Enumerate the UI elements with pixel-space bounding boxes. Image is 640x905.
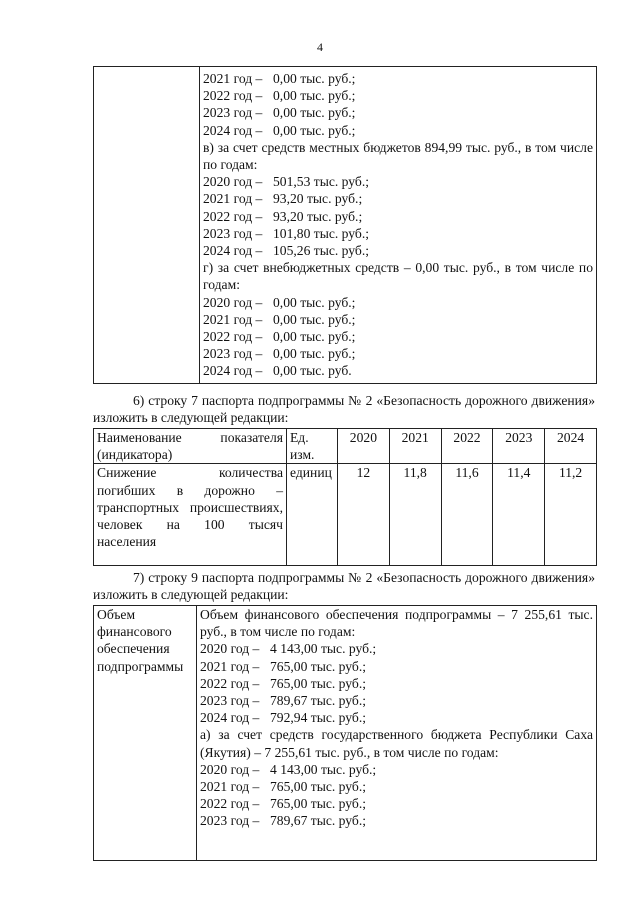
paragraph-6: 6) строку 7 паспорта подпрограммы № 2 «Безопасность дорожного движения» изложить в следующей редакции: xyxy=(93,393,595,426)
funding-line: 2020 год – 4 143,00 тыс. руб.; xyxy=(200,761,377,777)
funding-lines-cell xyxy=(200,67,597,384)
funding-source-local: в) за счет средств местных бюджетов 894,99 тыс. руб., в том числе по годам: xyxy=(203,139,593,173)
funding-line: 2021 год – 765,00 тыс. руб.; xyxy=(200,658,367,674)
funding-line: 2022 год – 93,20 тыс. руб.; xyxy=(203,208,363,224)
funding-line: 2020 год – 501,53 тыс. руб.; xyxy=(203,174,370,190)
funding-line: 2024 год – 105,26 тыс. руб.; xyxy=(203,243,370,259)
indicator-value: 11,4 xyxy=(493,464,545,566)
indicator-value: 12 xyxy=(338,464,390,566)
funding-line: 2024 год – 792,94 тыс. руб.; xyxy=(200,710,367,726)
header-year: 2023 xyxy=(493,429,545,464)
header-year: 2022 xyxy=(441,429,493,464)
funding-volume-table xyxy=(93,605,597,861)
funding-line: 2020 год – 0,00 тыс. руб.; xyxy=(203,294,356,310)
header-year: 2024 xyxy=(545,429,597,464)
funding-table-continued xyxy=(93,66,597,384)
indicator-table xyxy=(93,428,597,566)
funding-line: 2021 год – 0,00 тыс. руб.; xyxy=(203,311,356,327)
funding-line: 2022 год – 0,00 тыс. руб.; xyxy=(203,88,356,104)
header-unit: Ед. изм. xyxy=(287,429,338,464)
funding-line: 2024 год – 0,00 тыс. руб. xyxy=(203,363,352,379)
funding-volume-label: Объем финансового обеспечения подпрограммы xyxy=(94,606,197,861)
funding-line: 2021 год – 765,00 тыс. руб.; xyxy=(200,779,367,795)
funding-line: 2021 год – 0,00 тыс. руб.; xyxy=(203,71,356,86)
funding-source-state: а) за счет средств государственного бюджета Республики Саха (Якутия) – 7 255,61 тыс. руб., в том числе по годам: xyxy=(200,727,593,760)
indicator-name: Снижение количества погибших в дорожно – транспортных происшествиях, человек на 100 тысяч населения xyxy=(94,464,287,566)
funding-line: 2022 год – 765,00 тыс. руб.; xyxy=(200,796,367,812)
indicator-unit: единиц xyxy=(287,464,338,566)
funding-line: 2024 год – 0,00 тыс. руб.; xyxy=(203,122,356,138)
funding-line: 2023 год – 0,00 тыс. руб.; xyxy=(203,346,356,362)
funding-total: Объем финансового обеспечения подпрограммы – 7 255,61 тыс. руб., в том числе по годам: xyxy=(200,607,593,640)
funding-line: 2020 год – 4 143,00 тыс. руб.; xyxy=(200,641,377,657)
funding-line: 2023 год – 789,67 тыс. руб.; xyxy=(200,693,367,709)
page-number: 4 xyxy=(317,40,323,54)
header-year: 2020 xyxy=(338,429,390,464)
paragraph-7: 7) строку 9 паспорта подпрограммы № 2 «Безопасность дорожного движения» изложить в следующей редакции: xyxy=(93,570,595,603)
funding-line: 2023 год – 789,67 тыс. руб.; xyxy=(200,813,367,829)
funding-line: 2022 год – 0,00 тыс. руб.; xyxy=(203,329,356,345)
header-indicator-name: Наименование показателя (индикатора) xyxy=(94,429,287,464)
funding-line: 2023 год – 101,80 тыс. руб.; xyxy=(203,225,370,241)
header-year: 2021 xyxy=(389,429,441,464)
indicator-value: 11,8 xyxy=(389,464,441,566)
empty-label-cell xyxy=(94,67,200,384)
funding-line: 2022 год – 765,00 тыс. руб.; xyxy=(200,675,367,691)
indicator-row xyxy=(94,464,597,566)
indicator-value: 11,2 xyxy=(545,464,597,566)
funding-line: 2023 год – 0,00 тыс. руб.; xyxy=(203,105,356,121)
funding-line: 2021 год – 93,20 тыс. руб.; xyxy=(203,191,363,207)
indicator-value: 11,6 xyxy=(441,464,493,566)
funding-source-extrabudgetary: г) за счет внебюджетных средств – 0,00 тыс. руб., в том числе по годам: xyxy=(203,260,593,293)
funding-volume-lines xyxy=(197,606,597,861)
indicator-header-row xyxy=(94,429,597,464)
